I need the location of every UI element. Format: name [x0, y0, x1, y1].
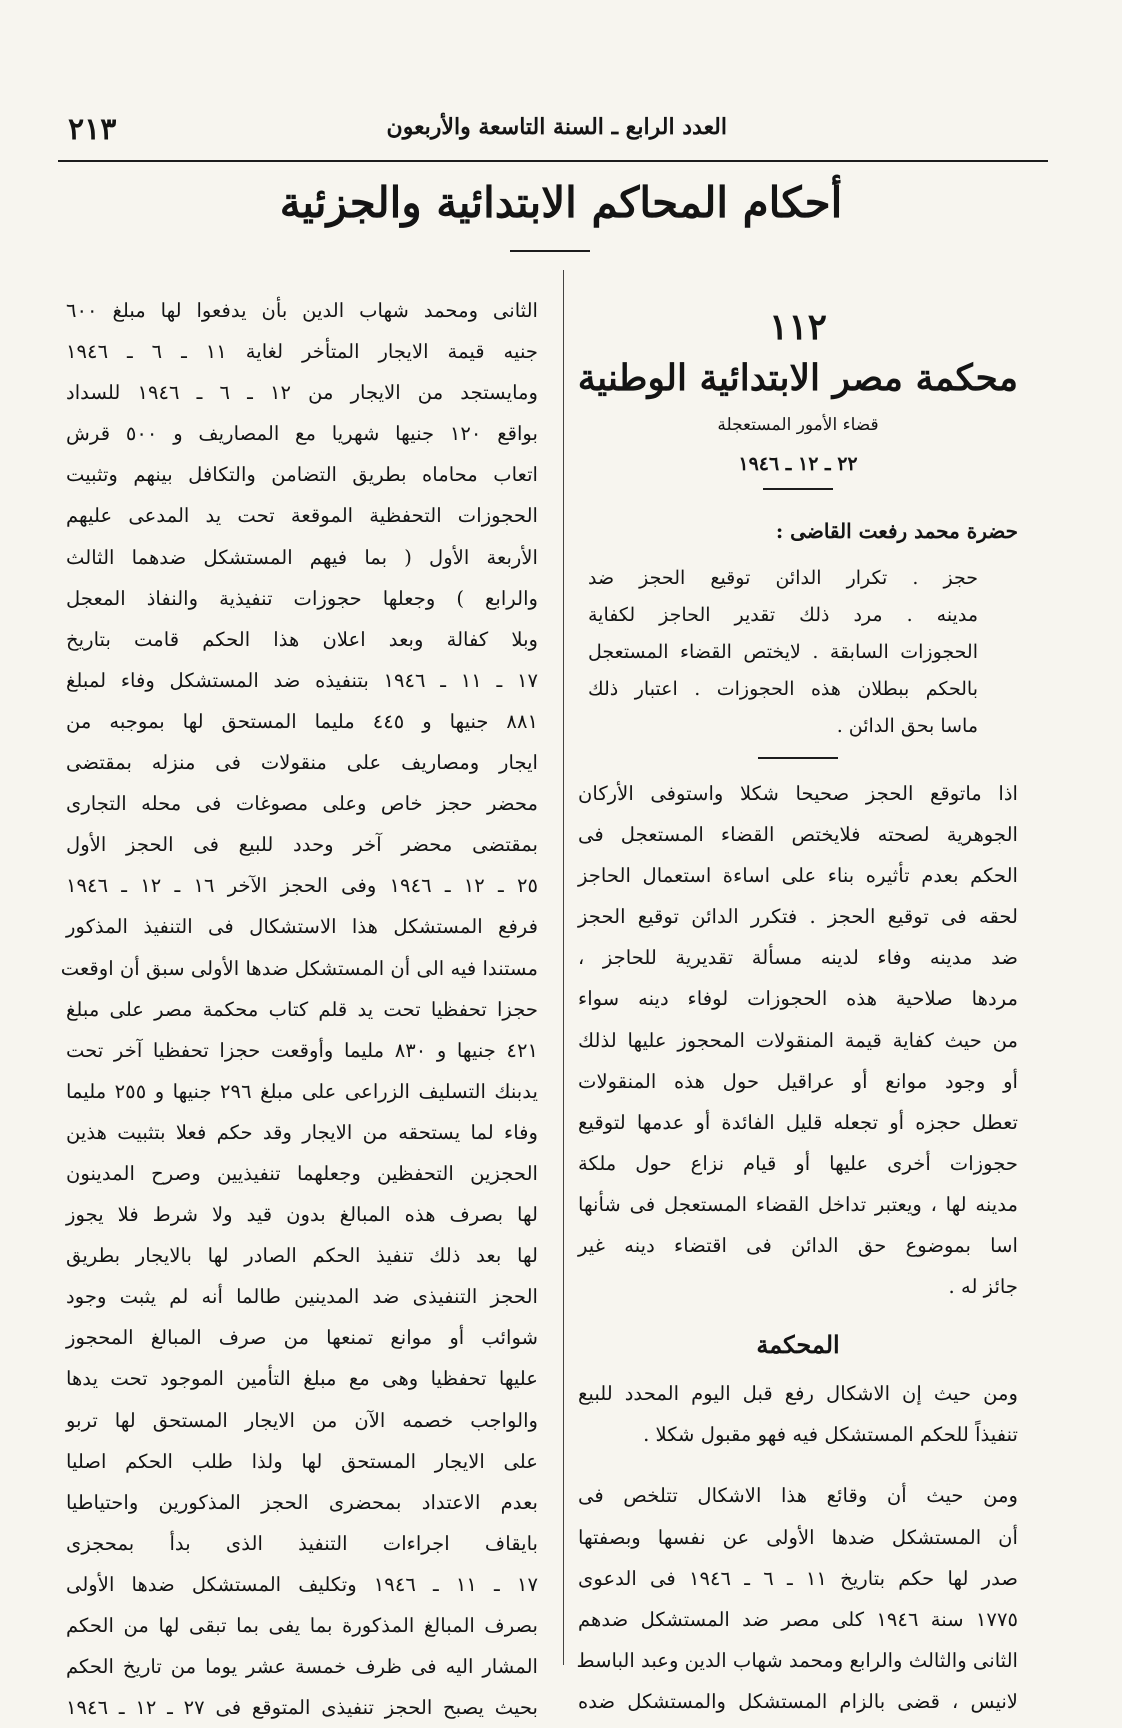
summary-line: ماسا بحق الدائن . — [836, 715, 978, 737]
body-line: بواقع ١٢٠ جنيها شهريا مع المصاريف و ٥٠٠ قرش — [66, 422, 539, 446]
body-line: على الايجار المستحق لها ولذا طلب الحكم اصليا — [66, 1449, 538, 1473]
ruling-line: ومن حيث أن وقائع هذا الاشكال تتلخص فى — [578, 1484, 1018, 1508]
body-line: والرابع ) وجعلها حجوزات تنفيذية والنفاذ المعجل — [66, 586, 538, 610]
body-line: بمقتضى محضر آخر وحدد للبيع فى الحجز الأول — [66, 833, 538, 857]
date-rule — [763, 488, 833, 490]
legal-principle — [578, 773, 1018, 1307]
summary-rule — [758, 757, 838, 759]
judge-line: حضرة محمد رفعت القاضى : — [775, 519, 1018, 543]
body-line: الحجوزات التحفظية الموقعة تحت يد المدعى عليهم — [66, 504, 538, 528]
principle-line: مردها صلاحية هذه الحجوزات لوفاء دينه سواء — [578, 987, 1018, 1011]
body-line: بايقاف اجراءات التنفيذ الذى بدأ بمحجزى — [66, 1531, 538, 1555]
principle-line: حجوزات أخرى عليها أو قيام نزاع حول ملكة — [578, 1151, 1018, 1175]
ruling-line: تنفيذاً للحكم المستشكل فيه فهو مقبول شكلا . — [643, 1423, 1018, 1447]
body-line: المشار اليه فى ظرف خمسة عشر يوما من تاريخ الحكم — [66, 1655, 538, 1679]
principle-line: اسا بموضوع حق الدائن فى اقتضاء دينه غير — [578, 1234, 1018, 1258]
body-line: فرفع المستشكل هذا الاستشكال فى التنفيذ المذكور — [66, 915, 538, 939]
body-line: ١٧ ـ ١١ ـ ١٩٤٦ وتكليف المستشكل ضدها الأولى — [66, 1572, 538, 1596]
body-line: عليها تحفظيا وهى مع مبلغ التأمين الموجود تحت يدها — [66, 1367, 538, 1391]
principle-line: تعطل حجزه أو تجعله قليل الفائدة أو عدمها لتوقيع — [578, 1110, 1018, 1134]
principle-line: من حيث كفاية قيمة المنقولات المحجوز عليها لذلك — [578, 1028, 1018, 1052]
body-line: ١٧ ـ ١١ ـ ١٩٤٦ بتنفيذه ضد المستشكل وفاء لمبلغ — [66, 668, 538, 692]
body-line: ٤٢١ جنيها و ٨٣٠ مليما وأوقعت حجزا تحفظيا آخر تحت — [66, 1038, 538, 1062]
ruling-paragraph-1 — [578, 1373, 1018, 1455]
body-line: ٢٥ ـ ١٢ ـ ١٩٤٦ وفى الحجز الآخر ١٦ ـ ١٢ ـ ١٩٤٦ — [66, 874, 539, 898]
body-line: محضر حجز خاص وعلى مصوغات فى محله التجارى — [66, 792, 538, 816]
ruling-paragraph-2 — [578, 1475, 1018, 1722]
body-line: شوائب أو موانع تمنعها من صرف المبالغ المحجوز — [66, 1326, 538, 1350]
principle-line: مدينه لها ، ويعتبر تداخل القضاء المستعجل فى شأنها — [578, 1192, 1018, 1216]
case-date: ٢٢ ـ ١٢ ـ ١٩٤٦ — [738, 453, 858, 475]
section-title: أحكام المحاكم الابتدائية والجزئية — [279, 178, 843, 227]
body-line: الثانى ومحمد شهاب الدين بأن يدفعوا لها مبلغ ٦٠٠ — [66, 299, 538, 322]
title-rule — [510, 250, 590, 252]
body-line: بصرف المبالغ المذكورة بما يفى بما تبقى لها من الحكم — [66, 1614, 538, 1637]
body-line: مستندا فيه الى أن المستشكل ضدها الأولى سبق أن اوقعت — [60, 956, 538, 980]
summary-line: بالحكم ببطلان هذه الحجوزات . اعتبار ذلك — [588, 678, 978, 700]
chamber-name: قضاء الأمور المستعجلة — [717, 415, 879, 435]
case-number: ١١٢ — [768, 306, 827, 348]
principle-line: اذا ماتوقع الحجز صحيحا شكلا واستوفى الأركان — [578, 782, 1018, 805]
left-column — [60, 290, 539, 1728]
body-line: حجزا تحفظيا تحت يد قلم كتاب محكمة مصر على مبلغ — [66, 997, 538, 1021]
body-line: الحجزين التحفظين وجعلهما تنفيذيين وصرح المدينون — [66, 1161, 538, 1185]
principle-line: أو وجود موانع أو عراقيل حول هذه المنقولات — [578, 1069, 1018, 1093]
body-line: الحجز التنفيذى ضد المدينين طالما أنه لم يثبت وجود — [66, 1285, 538, 1309]
body-line: ومايستجد من الايجار من ١٢ ـ ٦ ـ ١٩٤٦ للسداد — [66, 381, 539, 405]
body-line: يدبنك التسليف الزراعى على مبلغ ٢٩٦ جنيها و ٢٥٥ مليما — [66, 1079, 539, 1103]
body-line: بعدم الاعتداد بمحضرى الحجز المذكورين واحتياطيا — [66, 1490, 538, 1514]
body-line: بحيث يصبح الحجز تنفيذى المتوقع فى ٢٧ ـ ١٢ ـ ١٩٤٦ — [66, 1696, 539, 1720]
body-line: اتعاب محاماه بطريق التضامن والتكافل بينهم وتثبيت — [66, 463, 538, 487]
principle-line: لحقه فى توقيع الحجز . فتكرر الدائن توقيع الحجز — [578, 905, 1018, 929]
principle-line: الحكم بعدم تأثيره بناء على اساءة استعمال الحاجز — [578, 864, 1018, 888]
principle-line: ضد مدينه وفاء لدينه مسألة تقديرية للحاجز ، — [578, 946, 1018, 970]
ruling-line: أن المستشكل ضدها الأولى عن نفسها وبصفتها — [578, 1525, 1018, 1549]
body-line: لها بصرف هذه المبالغ بدون قيد ولا شرط فلا يجوز — [66, 1203, 538, 1227]
court-name: محكمة مصر الابتدائية الوطنية — [577, 357, 1018, 399]
column-divider — [563, 270, 564, 1665]
summary-line: مدينه . مرد ذلك تقدير الحاجز لكفاية — [588, 604, 978, 626]
right-column — [578, 300, 1018, 1722]
page-number: ٢١٣ — [68, 112, 117, 147]
ruling-line: لانيس ، قضى بالزام المستشكل والمستشكل ضده — [578, 1689, 1018, 1713]
ruling-line: صدر لها حكم بتاريخ ١١ ـ ٦ ـ ١٩٤٦ فى الدعوى — [578, 1566, 1018, 1590]
summary-line: الحجوزات السابقة . لايختص القضاء المستعجل — [588, 641, 978, 663]
body-line: ٨٨١ جنيها و ٤٤٥ مليما المستحق لها بموجبه من — [66, 709, 538, 733]
body-line: لها بعد ذلك تنفيذ الحكم الصادر لها بالايجار بطريق — [66, 1244, 538, 1268]
principle-line: الجوهرية لصحته فلايختص القضاء المستعجل فى — [578, 823, 1018, 847]
body-line: والواجب خصمه الآن من الايجار المستحق لها تربو — [66, 1408, 538, 1432]
body-line: وفاء لما يستحقه من الايجار وقد حكم فعلا بتثبيت هذين — [66, 1120, 538, 1144]
body-line: وبلا كفالة وبعد اعلان هذا الحكم قامت بتاريخ — [66, 627, 538, 651]
body-line: ايجار ومصاريف على منقولات فى منزله بمقتضى — [66, 751, 538, 775]
ruling-line: الثانى والثالث والرابع ومحمد شهاب الدين وعبد الباسط — [576, 1648, 1018, 1672]
summary-line: حجز . تكرار الدائن توقيع الحجز ضد — [588, 567, 978, 589]
header-rule — [58, 160, 1048, 162]
body-line: جنيه قيمة الايجار المتأخر لغاية ١١ ـ ٦ ـ ١٩٤٦ — [66, 340, 538, 364]
case-summary — [578, 560, 1018, 745]
running-header: العدد الرابع ـ السنة التاسعة والأربعون — [386, 114, 727, 140]
ruling-line: ومن حيث إن الاشكال رفع قبل اليوم المحدد للبيع — [578, 1382, 1018, 1406]
ruling-line: ١٧٧٥ سنة ١٩٤٦ كلى مصر ضد المستشكل ضدهم — [578, 1607, 1019, 1631]
court-heading: المحكمة — [756, 1330, 840, 1360]
body-line: الأربعة الأول ( بما فيهم المستشكل ضدهما الثالث — [66, 545, 538, 569]
principle-line: جائز له . — [948, 1275, 1018, 1299]
